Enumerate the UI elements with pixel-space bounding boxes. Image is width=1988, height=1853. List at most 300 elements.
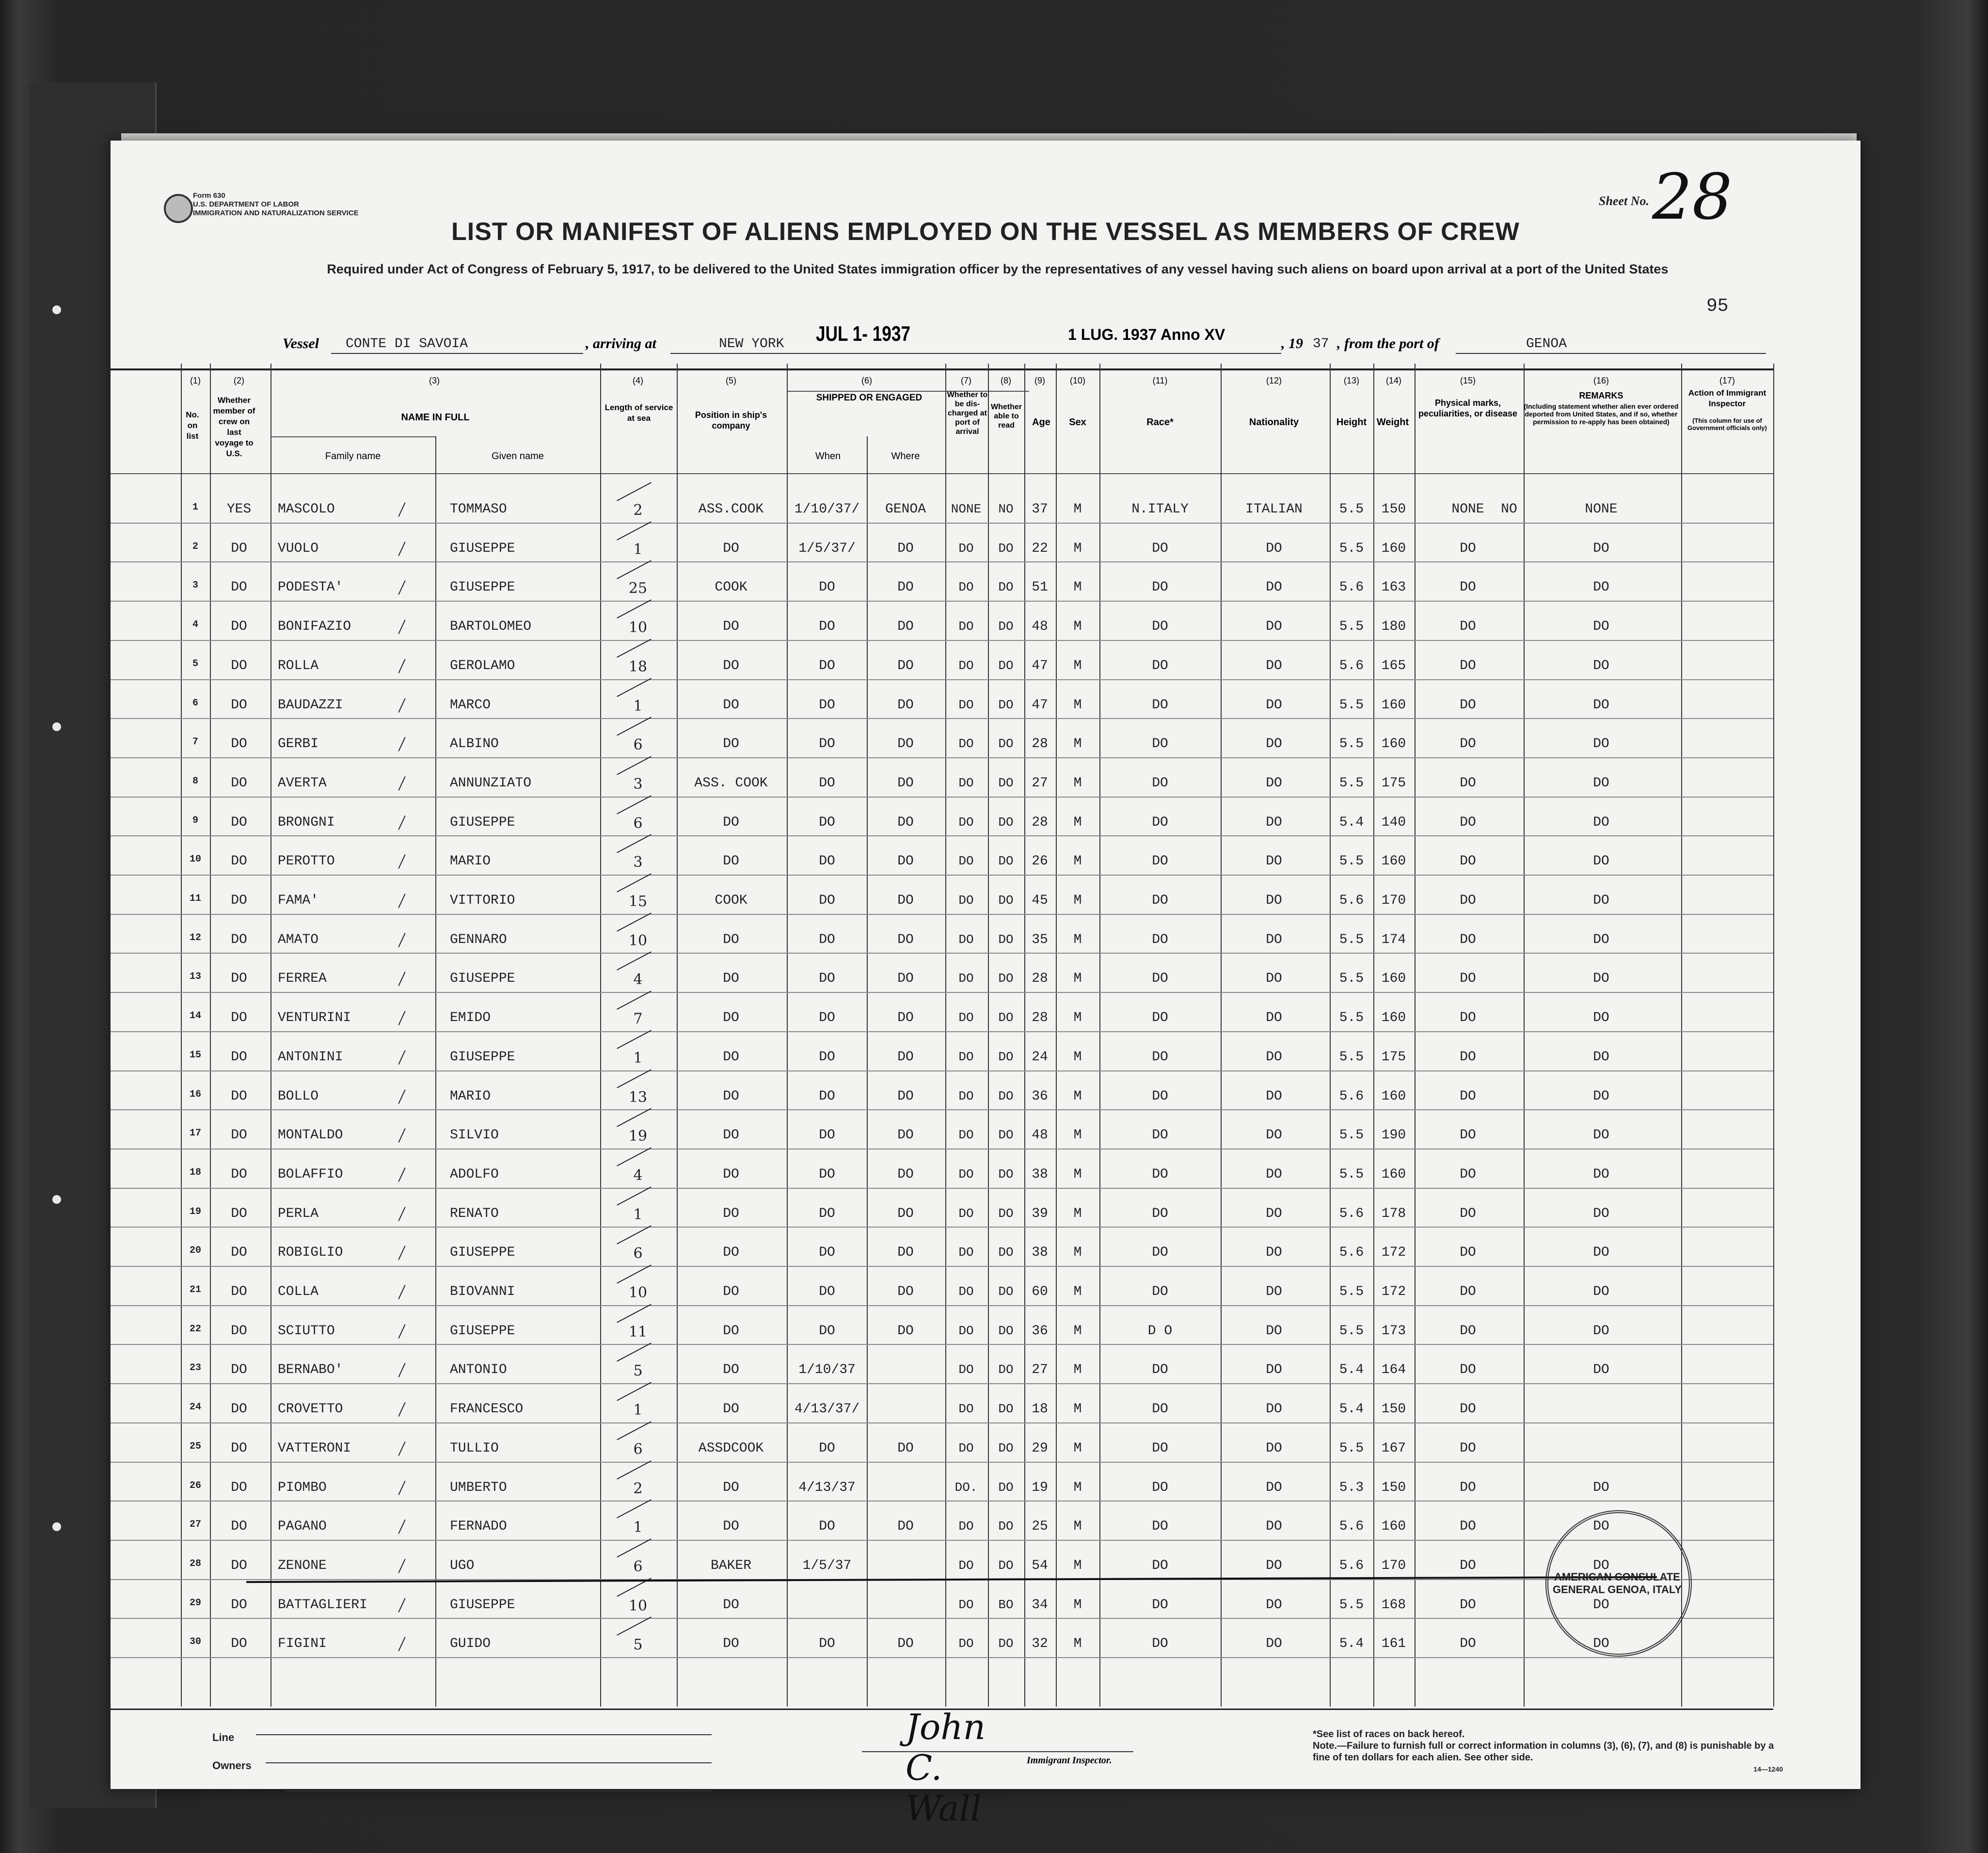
cell-shipped-where: DO bbox=[897, 854, 914, 869]
slash-mark-icon bbox=[398, 1011, 405, 1025]
slash-mark-icon bbox=[398, 1167, 405, 1182]
cell-family-name: FIGINI bbox=[278, 1636, 327, 1652]
cell-remarks: DO bbox=[1593, 1088, 1609, 1104]
cell-sex: M bbox=[1073, 971, 1082, 987]
check-mark-icon bbox=[617, 560, 652, 579]
header-when: When bbox=[815, 451, 841, 462]
cell-shipped-when: DO bbox=[819, 736, 835, 752]
cell-weight: 170 bbox=[1381, 893, 1406, 908]
cell-discharged: DO bbox=[958, 775, 974, 790]
row-rule bbox=[111, 1266, 1773, 1267]
cell-age: 48 bbox=[1032, 619, 1048, 635]
cell-physical-marks: DO bbox=[1460, 893, 1476, 908]
cell-age: 54 bbox=[1032, 1558, 1048, 1573]
cell-remarks: DO bbox=[1593, 619, 1609, 635]
cell-shipped-where: DO bbox=[897, 619, 914, 635]
column-rule bbox=[1524, 364, 1525, 1707]
cell-discharged: DO bbox=[958, 971, 974, 986]
cell-age: 27 bbox=[1032, 775, 1048, 791]
cell-crew-status: DO bbox=[231, 815, 247, 830]
binder-hole bbox=[52, 722, 61, 731]
cell-row-number: 13 bbox=[189, 971, 201, 983]
check-mark-icon bbox=[617, 1421, 652, 1440]
cell-crew-status: DO bbox=[231, 1010, 247, 1026]
cell-age: 48 bbox=[1032, 1128, 1048, 1143]
cell-physical-marks: DO bbox=[1460, 1245, 1476, 1261]
cell-sex: M bbox=[1073, 1284, 1082, 1299]
cell-given-name: FRANCESCO bbox=[450, 1402, 524, 1417]
column-rule bbox=[1681, 364, 1682, 1707]
cell-given-name: BIOVANNI bbox=[450, 1284, 515, 1299]
cell-shipped-when: DO bbox=[819, 1245, 835, 1261]
cell-shipped-where: DO bbox=[897, 1088, 914, 1104]
check-mark-icon bbox=[617, 1538, 652, 1557]
cell-family-name: PERLA bbox=[278, 1206, 319, 1221]
column-rule bbox=[1773, 364, 1774, 1707]
column-rule bbox=[1330, 364, 1331, 1707]
cell-remarks: DO bbox=[1593, 1206, 1609, 1221]
cell-able-to-read: DO bbox=[998, 1206, 1014, 1221]
cell-service-length: 11 bbox=[628, 1323, 648, 1341]
cell-shipped-when: 1/10/37/ bbox=[794, 502, 860, 517]
slash-mark-icon bbox=[398, 894, 405, 908]
cell-service-length: 15 bbox=[628, 893, 648, 910]
row-rule bbox=[111, 1188, 1773, 1189]
slash-mark-icon bbox=[398, 815, 405, 830]
cell-age: 32 bbox=[1032, 1636, 1048, 1652]
vessel-name: CONTE DI SAVOIA bbox=[346, 336, 468, 351]
cell-position: DO bbox=[723, 1206, 739, 1221]
page-title: LIST OR MANIFEST OF ALIENS EMPLOYED ON THE VESSEL AS MEMBERS OF CREW bbox=[451, 218, 1520, 246]
cell-age: 34 bbox=[1032, 1597, 1048, 1613]
cell-race: DO bbox=[1152, 1402, 1168, 1417]
cell-race: DO bbox=[1152, 658, 1168, 673]
cell-physical-marks: DO bbox=[1460, 1049, 1476, 1065]
cell-row-number: 20 bbox=[189, 1245, 201, 1257]
cell-age: 28 bbox=[1032, 815, 1048, 830]
cell-remarks: DO bbox=[1593, 1636, 1609, 1652]
cell-able-to-read: DO bbox=[998, 1440, 1014, 1455]
cell-sex: M bbox=[1073, 697, 1082, 713]
cell-sex: M bbox=[1073, 893, 1082, 908]
cell-age: 45 bbox=[1032, 893, 1048, 908]
cell-discharged: DO bbox=[958, 1597, 974, 1612]
cell-sex: M bbox=[1073, 1440, 1082, 1456]
cell-able-to-read: DO bbox=[998, 1636, 1014, 1651]
check-mark-icon bbox=[617, 1069, 652, 1088]
cell-family-name: BERNABO' bbox=[278, 1362, 343, 1378]
cell-shipped-where: DO bbox=[897, 1206, 914, 1221]
cell-given-name: VITTORIO bbox=[450, 893, 515, 908]
binder-hole bbox=[52, 305, 61, 314]
cell-age: 60 bbox=[1032, 1284, 1048, 1299]
cell-sex: M bbox=[1073, 1636, 1082, 1652]
cell-height: 5.5 bbox=[1339, 1128, 1364, 1143]
cell-weight: 190 bbox=[1381, 1128, 1406, 1143]
column-rule bbox=[677, 364, 678, 1707]
page-subtitle: Required under Act of Congress of February 5, 1917, to be delivered to the United States immigration officer by the representatives of any vessel having such aliens on board upon arrival at a port of the United States bbox=[327, 262, 1669, 276]
cell-nationality: DO bbox=[1266, 1402, 1282, 1417]
column-number: (1) bbox=[190, 376, 201, 385]
year-prefix: , 19 bbox=[1281, 335, 1303, 351]
cell-remarks: DO bbox=[1593, 1049, 1609, 1065]
cell-shipped-where: DO bbox=[897, 775, 914, 791]
cell-race: DO bbox=[1152, 736, 1168, 752]
header-given-name: Given name bbox=[492, 451, 544, 462]
manifest-page bbox=[111, 141, 1861, 1829]
cell-race: DO bbox=[1152, 619, 1168, 635]
cell-sex: M bbox=[1073, 932, 1082, 947]
cell-given-name: GIUSEPPE bbox=[450, 815, 515, 830]
cell-nationality: DO bbox=[1266, 1597, 1282, 1613]
check-mark-icon bbox=[617, 1264, 652, 1283]
header-name-in-full: NAME IN FULL bbox=[401, 412, 470, 423]
column-rule bbox=[988, 364, 989, 1707]
cell-physical-marks: DO bbox=[1460, 1636, 1476, 1652]
cell-height: 5.5 bbox=[1339, 1440, 1364, 1456]
form-code: 14—1240 bbox=[1753, 1765, 1783, 1773]
cell-weight: 150 bbox=[1381, 1402, 1406, 1417]
cell-shipped-when: DO bbox=[819, 619, 835, 635]
cell-able-to-read: DO bbox=[998, 1519, 1014, 1534]
cell-crew-status: DO bbox=[231, 1597, 247, 1613]
cell-shipped-when: 1/10/37 bbox=[798, 1362, 856, 1378]
cell-sex: M bbox=[1073, 1402, 1082, 1417]
cell-discharged: DO bbox=[958, 658, 974, 673]
cell-shipped-where: DO bbox=[897, 580, 914, 595]
row-rule bbox=[111, 561, 1773, 562]
cell-nationality: DO bbox=[1266, 1323, 1282, 1339]
cell-position: DO bbox=[723, 736, 739, 752]
check-mark-icon bbox=[617, 834, 652, 853]
cell-family-name: VENTURINI bbox=[278, 1010, 351, 1026]
cell-position: DO bbox=[723, 1010, 739, 1026]
cell-family-name: FERREA bbox=[278, 971, 327, 987]
cell-given-name: MARIO bbox=[450, 1088, 491, 1104]
cell-position: DO bbox=[723, 1597, 739, 1613]
cell-row-number: 4 bbox=[192, 619, 198, 631]
cell-shipped-when: DO bbox=[819, 1166, 835, 1182]
cell-family-name: SCIUTTO bbox=[278, 1323, 335, 1339]
column-number: (4) bbox=[633, 376, 643, 385]
column-number: (11) bbox=[1152, 376, 1168, 385]
cell-position: DO bbox=[723, 619, 739, 635]
cell-position: DO bbox=[723, 1519, 739, 1534]
cell-position: BAKER bbox=[710, 1558, 751, 1573]
cell-weight: 173 bbox=[1381, 1323, 1406, 1339]
header-discharged: Whether to be dis-charged at port of arrival bbox=[947, 391, 988, 436]
check-mark-icon bbox=[617, 482, 652, 501]
cell-able-to-read: BO bbox=[998, 1597, 1014, 1612]
cell-row-number: 11 bbox=[189, 893, 201, 904]
cell-physical-marks: DO bbox=[1460, 619, 1476, 635]
cell-age: 22 bbox=[1032, 541, 1048, 556]
column-number: (13) bbox=[1343, 376, 1359, 385]
cell-nationality: DO bbox=[1266, 1440, 1282, 1456]
cell-position: ASS.COOK bbox=[698, 502, 764, 517]
cell-remarks: DO bbox=[1593, 1519, 1609, 1534]
cell-physical-marks: NONE bbox=[1451, 502, 1484, 517]
row-rule bbox=[111, 640, 1773, 641]
footnote-penalty: Note.—Failure to furnish full or correct information in columns (3), (6), (7), and (8) is punishable by a fine of ten dollars for each alien. See other side. bbox=[1313, 1741, 1774, 1763]
cell-remarks: DO bbox=[1593, 1284, 1609, 1299]
slash-mark-icon bbox=[398, 1363, 405, 1377]
cell-given-name: EMIDO bbox=[450, 1010, 491, 1026]
cell-remarks: DO bbox=[1593, 1166, 1609, 1182]
cell-service-length: 6 bbox=[633, 1558, 643, 1575]
cell-shipped-when: DO bbox=[819, 854, 835, 869]
cell-sex: M bbox=[1073, 1088, 1082, 1104]
cell-weight: 160 bbox=[1381, 1519, 1406, 1534]
cell-sex: M bbox=[1073, 1010, 1082, 1026]
cell-nationality: DO bbox=[1266, 619, 1282, 635]
column-rule bbox=[945, 364, 946, 1707]
cell-shipped-where: DO bbox=[897, 971, 914, 987]
cell-height: 5.3 bbox=[1339, 1480, 1364, 1495]
cell-sex: M bbox=[1073, 502, 1082, 517]
column-rule bbox=[1221, 364, 1222, 1707]
cell-weight: 150 bbox=[1381, 502, 1406, 517]
inspector-label: Immigrant Inspector. bbox=[1027, 1755, 1112, 1766]
cell-physical-marks: DO bbox=[1460, 1010, 1476, 1026]
row-rule bbox=[111, 1344, 1773, 1345]
cell-position: DO bbox=[723, 1049, 739, 1065]
cell-row-number: 28 bbox=[189, 1558, 201, 1569]
cell-discharged: DO bbox=[958, 580, 974, 595]
cell-discharged: DO bbox=[958, 1323, 974, 1338]
cell-able-to-read: DO bbox=[998, 1558, 1014, 1573]
cell-position: DO bbox=[723, 1284, 739, 1299]
header-shipped-or-engaged: SHIPPED OR ENGAGED bbox=[816, 393, 922, 403]
cell-service-length: 10 bbox=[628, 1284, 648, 1301]
cell-able-to-read: DO bbox=[998, 1166, 1014, 1182]
cell-physical-marks: DO bbox=[1460, 541, 1476, 556]
cell-race: DO bbox=[1152, 1597, 1168, 1613]
cell-height: 5.5 bbox=[1339, 619, 1364, 635]
cell-crew-status: DO bbox=[231, 1166, 247, 1182]
cell-remarks: DO bbox=[1593, 815, 1609, 830]
cell-race: DO bbox=[1152, 932, 1168, 947]
cell-crew-status: DO bbox=[231, 775, 247, 791]
cell-discharged: DO bbox=[958, 1206, 974, 1221]
slash-mark-icon bbox=[398, 1519, 405, 1534]
cell-position: DO bbox=[723, 854, 739, 869]
cell-shipped-when: DO bbox=[819, 1128, 835, 1143]
check-mark-icon bbox=[617, 1108, 652, 1127]
header-sex: Sex bbox=[1069, 417, 1086, 428]
cell-physical-marks: DO bbox=[1460, 815, 1476, 830]
cell-height: 5.5 bbox=[1339, 697, 1364, 713]
cell-race: DO bbox=[1152, 1284, 1168, 1299]
cell-shipped-when: DO bbox=[819, 1088, 835, 1104]
cell-crew-status: DO bbox=[231, 580, 247, 595]
cell-nationality: DO bbox=[1266, 1128, 1282, 1143]
cell-family-name: CROVETTO bbox=[278, 1402, 343, 1417]
cell-physical-marks: DO bbox=[1460, 932, 1476, 947]
slash-mark-icon bbox=[398, 1598, 405, 1613]
cell-weight: 178 bbox=[1381, 1206, 1406, 1221]
cell-race: DO bbox=[1152, 1128, 1168, 1143]
header-where: Where bbox=[891, 451, 920, 462]
cell-remarks-extra: NO bbox=[1501, 502, 1517, 517]
cell-shipped-when: DO bbox=[819, 1323, 835, 1339]
cell-age: 29 bbox=[1032, 1440, 1048, 1456]
cell-race: DO bbox=[1152, 1440, 1168, 1456]
cell-race: DO bbox=[1152, 580, 1168, 595]
cell-discharged: DO bbox=[958, 1088, 974, 1103]
cell-row-number: 7 bbox=[192, 736, 198, 748]
column-rule bbox=[1056, 364, 1057, 1707]
row-rule bbox=[111, 1031, 1773, 1032]
cell-weight: 172 bbox=[1381, 1245, 1406, 1261]
sheet-number: 28 bbox=[1652, 160, 1733, 234]
cell-service-length: 7 bbox=[633, 1010, 643, 1028]
cell-position: DO bbox=[723, 815, 739, 830]
cell-discharged: DO bbox=[958, 1245, 974, 1260]
cell-shipped-where: DO bbox=[897, 658, 914, 673]
cell-row-number: 25 bbox=[189, 1440, 201, 1452]
cell-service-length: 6 bbox=[633, 815, 643, 832]
cell-height: 5.5 bbox=[1339, 736, 1364, 752]
cell-discharged: DO bbox=[958, 1166, 974, 1182]
cell-able-to-read: NO bbox=[998, 502, 1014, 516]
cell-crew-status: DO bbox=[231, 1362, 247, 1378]
cell-remarks: DO bbox=[1593, 893, 1609, 908]
slash-mark-icon bbox=[398, 1441, 405, 1456]
cell-shipped-where: DO bbox=[897, 1636, 914, 1652]
cell-family-name: ZENONE bbox=[278, 1558, 327, 1573]
cell-shipped-where: DO bbox=[897, 1166, 914, 1182]
cell-weight: 168 bbox=[1381, 1597, 1406, 1613]
arrival-year: 37 bbox=[1313, 336, 1329, 351]
cell-physical-marks: DO bbox=[1460, 1088, 1476, 1104]
cell-nationality: DO bbox=[1266, 1480, 1282, 1495]
cell-service-length: 3 bbox=[633, 854, 643, 871]
check-mark-icon bbox=[617, 1500, 652, 1518]
cell-race: DO bbox=[1152, 1088, 1168, 1104]
cell-service-length: 10 bbox=[628, 932, 648, 949]
row-rule bbox=[111, 1227, 1773, 1228]
cell-sex: M bbox=[1073, 854, 1082, 869]
date-stamp: JUL 1- 1937 bbox=[816, 322, 911, 346]
cell-crew-status: DO bbox=[231, 971, 247, 987]
check-mark-icon bbox=[617, 873, 652, 892]
cell-height: 5.4 bbox=[1339, 815, 1364, 830]
cell-service-length: 25 bbox=[628, 580, 648, 597]
row-rule bbox=[111, 1657, 1773, 1658]
cell-row-number: 22 bbox=[189, 1323, 201, 1335]
header-no-on-list: No. on list bbox=[186, 410, 199, 441]
row-rule bbox=[111, 914, 1773, 915]
row-rule bbox=[111, 953, 1773, 954]
cell-weight: 180 bbox=[1381, 619, 1406, 635]
cell-remarks: DO bbox=[1593, 1128, 1609, 1143]
cell-row-number: 5 bbox=[192, 658, 198, 670]
cell-weight: 175 bbox=[1381, 775, 1406, 791]
cell-physical-marks: DO bbox=[1460, 1480, 1476, 1495]
slash-mark-icon bbox=[398, 933, 405, 947]
check-mark-icon bbox=[617, 599, 652, 618]
cell-position: DO bbox=[723, 1636, 739, 1652]
cell-race: DO bbox=[1152, 1636, 1168, 1652]
cell-weight: 160 bbox=[1381, 1010, 1406, 1026]
column-number: (6) bbox=[861, 376, 872, 385]
cell-family-name: BAUDAZZI bbox=[278, 697, 343, 713]
cell-crew-status: DO bbox=[231, 1402, 247, 1417]
cell-shipped-when: DO bbox=[819, 971, 835, 987]
header-action-of-inspector: Action of Immigrant Inspector bbox=[1688, 388, 1766, 408]
cell-remarks: DO bbox=[1593, 1480, 1609, 1495]
cell-given-name: GEROLAMO bbox=[450, 658, 515, 673]
line-label: Line bbox=[212, 1731, 235, 1743]
cell-position: DO bbox=[723, 658, 739, 673]
cell-shipped-where: DO bbox=[897, 736, 914, 752]
cell-nationality: DO bbox=[1266, 1206, 1282, 1221]
cell-shipped-when: DO bbox=[819, 658, 835, 673]
consulate-stamp-text: AMERICAN CONSULATE GENERAL GENOA, ITALY bbox=[1552, 1571, 1682, 1596]
slash-mark-icon bbox=[398, 1128, 405, 1143]
cell-shipped-where: DO bbox=[897, 1440, 914, 1456]
slash-mark-icon bbox=[398, 1285, 405, 1299]
cell-row-number: 23 bbox=[189, 1362, 201, 1374]
column-rule bbox=[210, 364, 211, 1707]
cell-physical-marks: DO bbox=[1460, 1597, 1476, 1613]
check-mark-icon bbox=[617, 1186, 652, 1205]
cell-position: DO bbox=[723, 1480, 739, 1495]
slash-mark-icon bbox=[398, 1402, 405, 1417]
cell-row-number: 29 bbox=[189, 1597, 201, 1609]
cell-remarks: DO bbox=[1593, 697, 1609, 713]
cell-sex: M bbox=[1073, 815, 1082, 830]
cell-shipped-when: DO bbox=[819, 1440, 835, 1456]
cell-weight: 161 bbox=[1381, 1636, 1406, 1652]
cell-row-number: 9 bbox=[192, 815, 198, 826]
check-mark-icon bbox=[617, 1617, 652, 1636]
cell-row-number: 18 bbox=[189, 1166, 201, 1178]
cell-given-name: UGO bbox=[450, 1558, 475, 1573]
row-rule bbox=[111, 1422, 1773, 1423]
cell-sex: M bbox=[1073, 1597, 1082, 1613]
cell-height: 5.5 bbox=[1339, 1323, 1364, 1339]
cell-physical-marks: DO bbox=[1460, 1128, 1476, 1143]
owners-label: Owners bbox=[212, 1759, 252, 1772]
vessel-line bbox=[283, 322, 1766, 359]
cell-race: DO bbox=[1152, 1480, 1168, 1495]
row-rule bbox=[111, 757, 1773, 758]
cell-age: 28 bbox=[1032, 736, 1048, 752]
departure-port: GENOA bbox=[1526, 336, 1567, 351]
cell-able-to-read: DO bbox=[998, 1362, 1014, 1377]
cell-nationality: DO bbox=[1266, 1519, 1282, 1534]
cell-given-name: GIUSEPPE bbox=[450, 580, 515, 595]
cell-family-name: BONIFAZIO bbox=[278, 619, 351, 635]
cell-physical-marks: DO bbox=[1460, 1206, 1476, 1221]
cell-position: ASS. COOK bbox=[694, 775, 768, 791]
cell-given-name: GIUSEPPE bbox=[450, 1049, 515, 1065]
cell-able-to-read: DO bbox=[998, 658, 1014, 673]
cell-age: 37 bbox=[1032, 502, 1048, 517]
cell-row-number: 3 bbox=[192, 580, 198, 591]
cell-row-number: 14 bbox=[189, 1010, 201, 1022]
row-rule bbox=[111, 797, 1773, 798]
cell-sex: M bbox=[1073, 1480, 1082, 1495]
slash-mark-icon bbox=[398, 1207, 405, 1221]
slash-mark-icon bbox=[398, 1089, 405, 1104]
cell-crew-status: DO bbox=[231, 658, 247, 673]
cell-given-name: ANNUNZIATO bbox=[450, 775, 532, 791]
cell-crew-status: DO bbox=[231, 736, 247, 752]
cell-able-to-read: DO bbox=[998, 1128, 1014, 1143]
